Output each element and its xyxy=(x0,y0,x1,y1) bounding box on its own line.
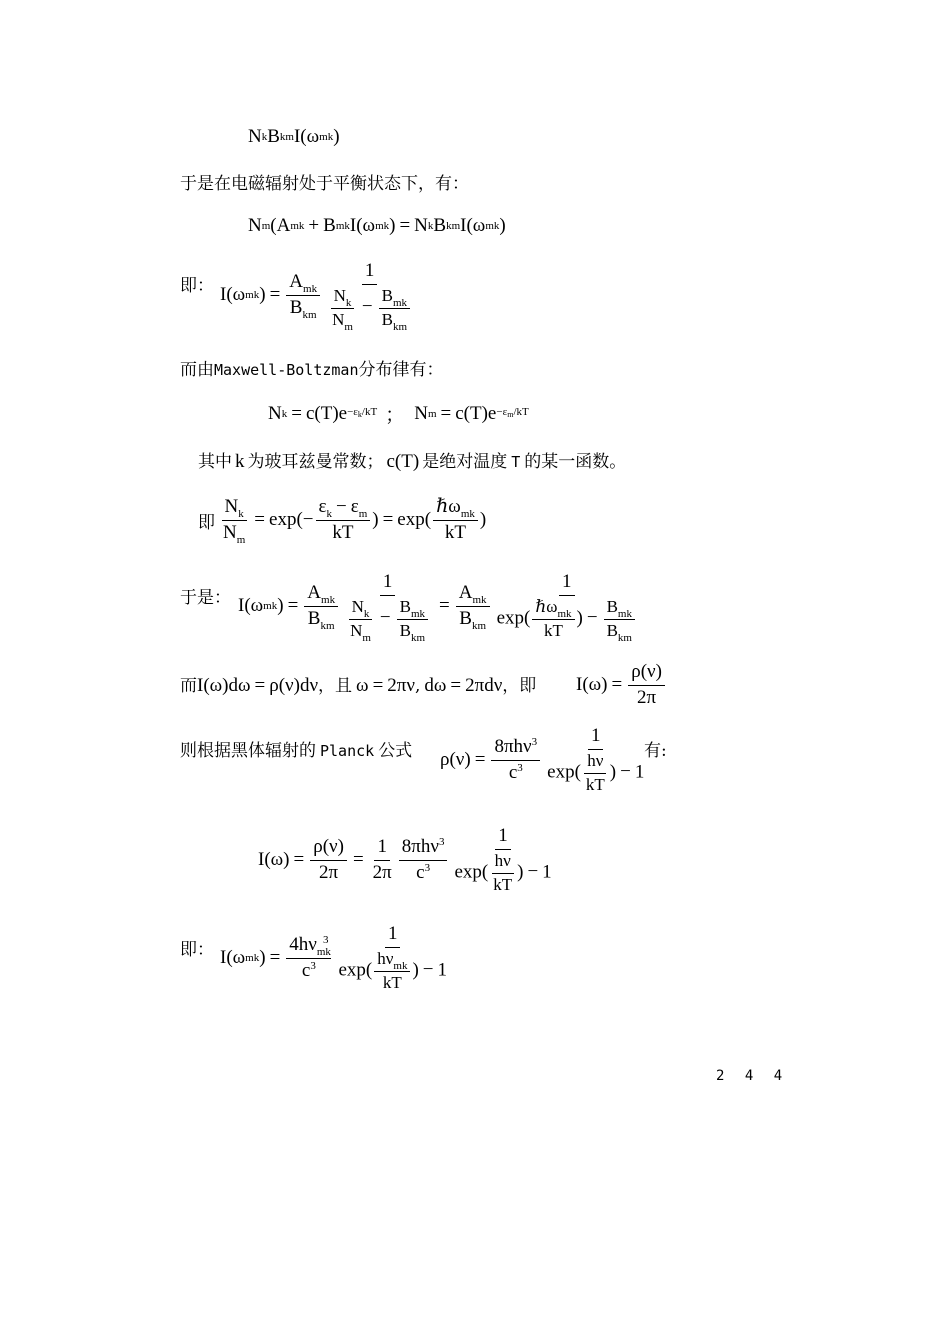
mb-name: Maxwell-Boltzman xyxy=(214,361,359,379)
equation-emission-term: N k B km I(ω mk ) xyxy=(248,126,340,147)
equation-balance: N m (A mk + B mk I(ω mk ) = N k B km I(ω mk ) xyxy=(248,215,506,236)
equilibrium-intro: 于是在电磁辐射处于平衡状态下，有： xyxy=(180,174,469,194)
equation-boltzmann: N k = c(T)e $-\varepsilon_k/kT$ ； N m = c(T)e $-\varepsilon_m/kT$ xyxy=(268,402,529,426)
equation-planck: ρ(ν) = $\frac{8\pi h\nu^3}{c^3}$ 1 exp( $\frac{h\nu}{kT}$ ) − 1 xyxy=(440,725,645,794)
equation-i-omega: I(ω) = $\frac{\rho(\nu)}{2\pi}$ xyxy=(576,662,667,709)
maxwell-boltzman-line xyxy=(180,360,444,380)
equation-intensity-exp: I(ω mk ) = $\frac{A_{mk}}{B_{km}}$ 1 $\frac{N_k}{N_m}$ − $\frac{B_{mk}}{B_{km}}$ = $\frac{A_{mk}}{B_{km}}$ 1 exp( $\frac{\hbar\omega_{mk}}{kT}$ ) − $\frac{B_{mk}}{B_{km}}$ xyxy=(238,572,642,640)
equation-final-intensity: I(ω mk ) = $\frac{4h\nu_{mk}^3}{c^3}$ 1 exp( $\frac{h\nu_{mk}}{kT}$ ) − 1 xyxy=(220,923,447,992)
page-number: 2 4 4 xyxy=(716,1068,789,1084)
constants-note: 其中 k 为玻耳兹曼常数； c(T) 是绝对温度 T 的某一函数。 xyxy=(198,451,627,472)
planck-suffix: 有: xyxy=(644,741,667,761)
frequency-relation-line: 而I(ω)dω = ρ(ν)dν，且 ω = 2πν, dω = 2πdν，即 xyxy=(180,675,537,696)
planck-line: 则根据黑体辐射的 Planck 公式 xyxy=(180,741,413,761)
equation-i-omega-expanded: I(ω) = $\frac{\rho(\nu)}{2\pi}$ = $\frac{1}{2\pi}$ $\frac{8\pi h\nu^3}{c^3}$ 1 exp( $\frac{h\nu}{kT}$ ) − 1 xyxy=(258,825,552,894)
ji-label-3: 即： xyxy=(180,940,214,960)
ji-label-2: 即 xyxy=(198,513,215,533)
mb-suffix: 分布律有： xyxy=(358,360,444,380)
ji-label-1: 即： xyxy=(180,276,214,296)
equation-population-ratio: $\frac{N_k}{N_m}$ = exp(− $\frac{\varepsilon_k - \varepsilon_m}{kT}$ ) = exp( $\frac{\hbar\omega_{mk}}{kT}$ ) xyxy=(223,496,487,546)
yushi-label: 于是： xyxy=(180,588,231,608)
mb-prefix: 而由 xyxy=(180,360,214,380)
equation-intensity-ratio: I(ω mk ) = $\frac{A_{mk}}{B_{km}}$ 1 $\frac{N_k}{N_m}$ − $\frac{B_{mk}}{B_{km}}$ xyxy=(220,261,417,329)
